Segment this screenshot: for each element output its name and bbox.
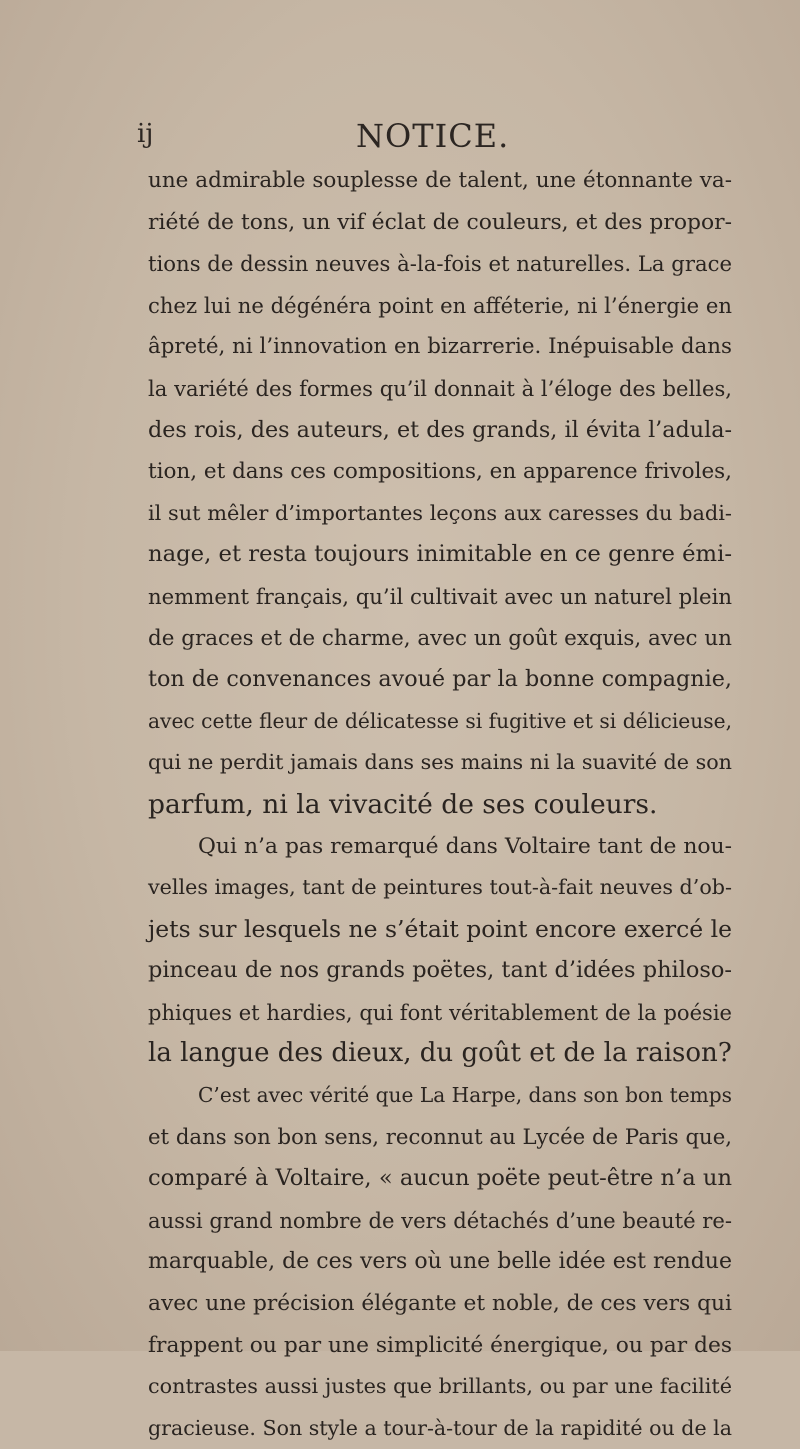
text-line: de graces et de charme, avec un goût exquis, avec un xyxy=(148,625,732,651)
paragraph-end-line: la langue des dieux, du goût et de la raison? xyxy=(148,1038,732,1069)
text-line: frappent ou par une simplicité énergique, ou par des xyxy=(148,1332,732,1358)
paragraph-start-line: C’est avec vérité que La Harpe, dans son bon temps xyxy=(198,1083,732,1108)
paragraph-end-line: parfum, ni la vivacité de ses couleurs. xyxy=(148,788,658,820)
page-number: ij xyxy=(137,119,154,149)
text-line: marquable, de ces vers où une belle idée est rendue xyxy=(148,1249,732,1275)
text-line: qui ne perdit jamais dans ses mains ni la suavité de son xyxy=(148,750,732,775)
text-line: ton de convenances avoué par la bonne compagnie, xyxy=(148,666,732,693)
text-line: il sut mêler d’importantes leçons aux caresses du badi- xyxy=(148,500,732,525)
text-line: pinceau de nos grands poëtes, tant d’idées philoso- xyxy=(148,957,732,984)
text-line: aussi grand nombre de vers détachés d’une beauté re- xyxy=(148,1207,732,1233)
page-header xyxy=(0,117,800,157)
text-line: velles images, tant de peintures tout-à-fait neuves d’ob- xyxy=(148,875,732,900)
running-title: NOTICE. xyxy=(356,117,510,155)
text-line: avec une précision élégante et noble, de ces vers qui xyxy=(148,1291,732,1317)
text-line: nemment français, qu’il cultivait avec un naturel plein xyxy=(148,583,732,609)
text-line: phiques et hardies, qui font véritablement de la poésie xyxy=(148,999,732,1025)
text-line: tions de dessin neuves à-la-fois et naturelles. La grace xyxy=(148,251,732,277)
text-line: riété de tons, un vif éclat de couleurs, et des propor- xyxy=(148,209,732,235)
text-line: la variété des formes qu’il donnait à l’éloge des belles, xyxy=(148,375,732,401)
text-line: et dans son bon sens, reconnut au Lycée de Paris que, xyxy=(148,1124,732,1150)
text-line: contrastes aussi justes que brillants, ou par une facilité xyxy=(148,1374,732,1399)
body-text xyxy=(148,160,732,1449)
text-line: nage, et resta toujours inimitable en ce genre émi- xyxy=(148,541,732,568)
text-line: une admirable souplesse de talent, une étonnante va- xyxy=(148,168,732,193)
text-line: tion, et dans ces compositions, en apparence frivoles, xyxy=(148,459,732,485)
text-line: avec cette fleur de délicatesse si fugitive et si délicieuse, xyxy=(148,708,732,733)
text-line: chez lui ne dégénéra point en afféterie, ni l’énergie en xyxy=(148,292,732,318)
text-line: comparé à Voltaire, « aucun poëte peut-être n’a un xyxy=(148,1165,732,1192)
paragraph-start-line: Qui n’a pas remarqué dans Voltaire tant de nou- xyxy=(198,833,732,859)
text-line: jets sur lesquels ne s’était point encore exercé le xyxy=(148,914,732,943)
text-line: âpreté, ni l’innovation en bizarrerie. Inépuisable dans xyxy=(148,334,732,360)
text-line: gracieuse. Son style a tour-à-tour de la rapidité ou de la xyxy=(148,1415,732,1440)
text-line: des rois, des auteurs, et des grands, il évita l’adula- xyxy=(148,416,732,443)
